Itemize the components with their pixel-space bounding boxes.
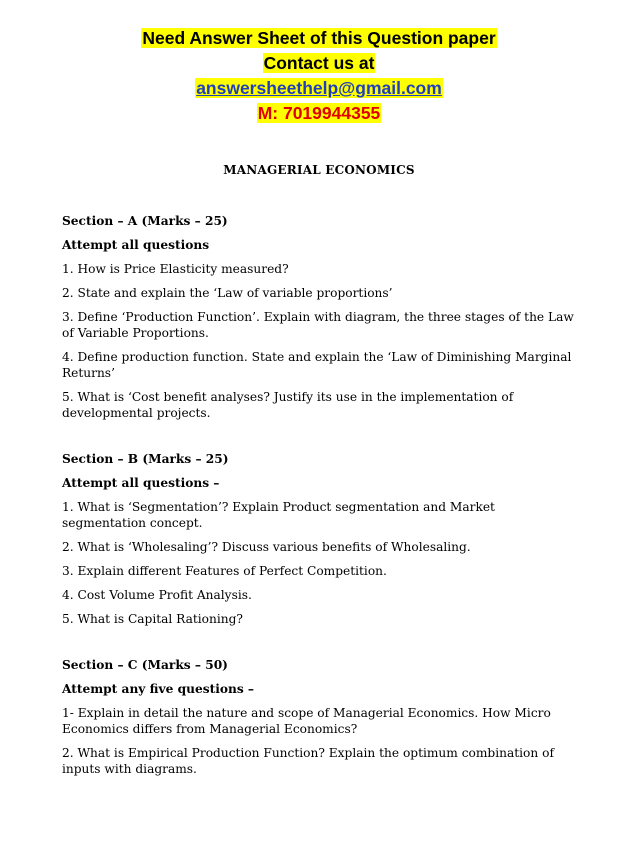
contact-email-link[interactable]: answersheethelp@gmail.com — [196, 78, 442, 98]
section-b — [62, 451, 582, 627]
question-item: 4. Cost Volume Profit Analysis. — [62, 588, 252, 602]
question-item: 3. Define ‘Production Function’. Explain with diagram, the three stages of the Law of Variable Proportions. — [62, 310, 574, 340]
contact-mobile: M: 7019944355 — [257, 103, 381, 123]
question-item: 1. What is ‘Segmentation’? Explain Product segmentation and Market segmentation concept. — [62, 500, 495, 530]
question-item: 2. State and explain the ‘Law of variable proportions’ — [62, 286, 393, 300]
banner-line-1 — [0, 26, 638, 51]
section-heading: Section – C (Marks – 50) — [62, 658, 228, 672]
question-item: 2. What is ‘Wholesaling’? Discuss various benefits of Wholesaling. — [62, 540, 471, 554]
section-c — [62, 657, 582, 777]
section-heading: Section – B (Marks – 25) — [62, 452, 229, 466]
banner-mobile-line — [0, 101, 638, 126]
section-heading: Section – A (Marks – 25) — [62, 214, 228, 228]
section-instruction: Attempt any five questions – — [62, 682, 255, 696]
contact-banner — [0, 26, 638, 126]
question-content — [62, 213, 582, 807]
question-item: 2. What is Empirical Production Function? Explain the optimum combination of inputs with diagrams. — [62, 746, 554, 776]
section-instruction: Attempt all questions – — [62, 476, 220, 490]
question-item: 5. What is Capital Rationing? — [62, 612, 243, 626]
section-instruction: Attempt all questions — [62, 238, 210, 252]
banner-line-2 — [0, 51, 638, 76]
banner-line-2-text: Contact us at — [263, 53, 375, 73]
question-item: 1- Explain in detail the nature and scope of Managerial Economics. How Micro Economics differs from Managerial Economics? — [62, 706, 551, 736]
section-a — [62, 213, 582, 421]
banner-line-1-text: Need Answer Sheet of this Question paper — [142, 28, 496, 48]
question-item: 1. How is Price Elasticity measured? — [62, 262, 289, 276]
question-item: 4. Define production function. State and explain the ‘Law of Diminishing Marginal Returns’ — [62, 350, 572, 380]
question-item: 3. Explain different Features of Perfect Competition. — [62, 564, 387, 578]
document-title: MANAGERIAL ECONOMICS — [223, 163, 415, 177]
banner-email-line — [0, 76, 638, 101]
question-item: 5. What is ‘Cost benefit analyses? Justify its use in the implementation of developmental projects. — [62, 390, 514, 420]
